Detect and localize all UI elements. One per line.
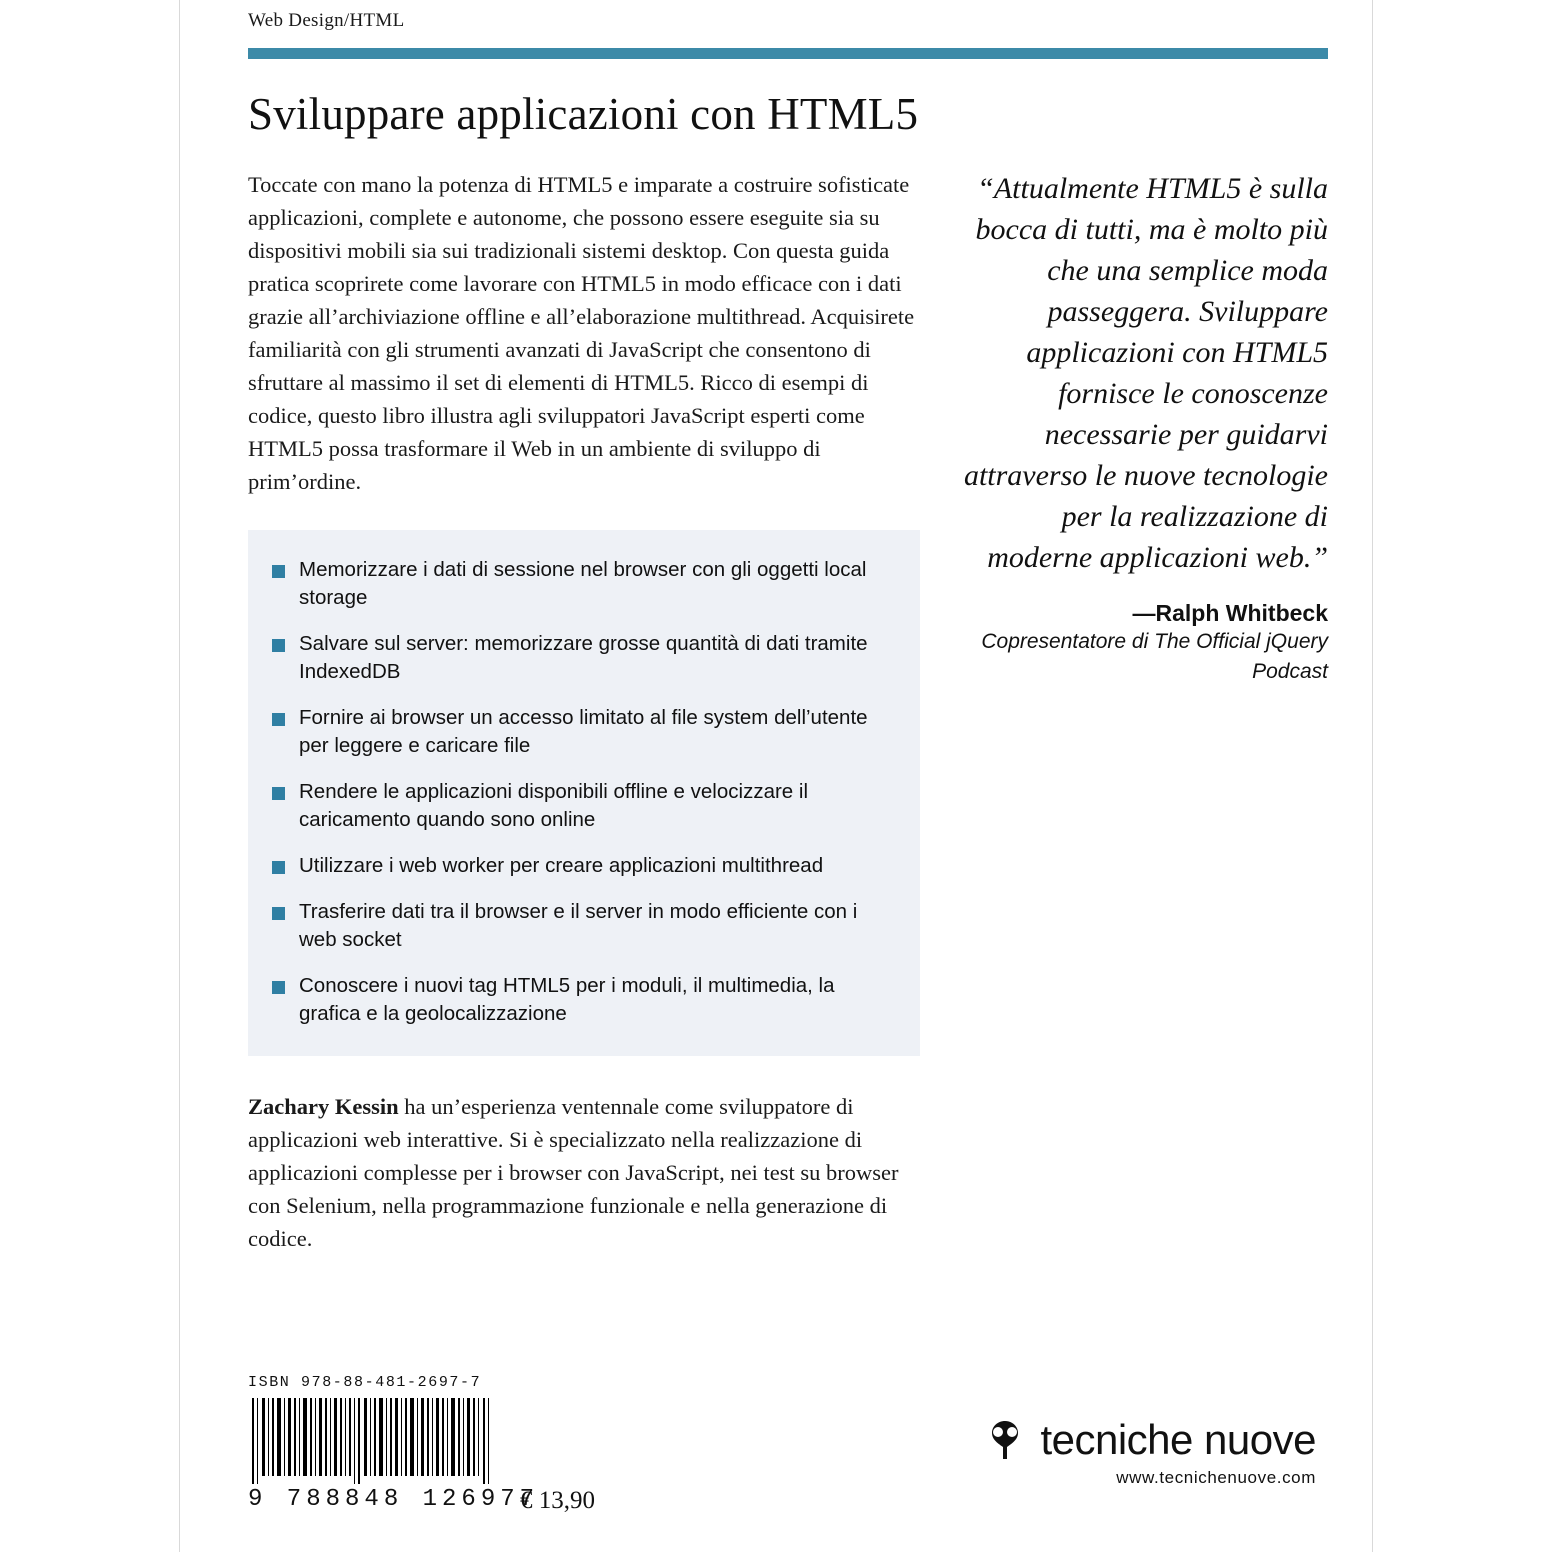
list-item-label: Conoscere i nuovi tag HTML5 per i moduli, il multimedia, la grafica e la geolocalizzazione (299, 974, 835, 1025)
square-bullet-icon (272, 981, 285, 994)
list-item-label: Rendere le applicazioni disponibili offline e velocizzare il caricamento quando sono online (299, 780, 808, 831)
square-bullet-icon (272, 861, 285, 874)
publisher-logo (982, 1416, 1316, 1488)
barcode-block (248, 1398, 540, 1513)
publisher-mark-svg (982, 1417, 1028, 1463)
list-item-label: Trasferire dati tra il browser e il server in modo efficiente con i web socket (299, 900, 858, 951)
publisher-logo-row (982, 1416, 1316, 1464)
square-bullet-icon (272, 713, 285, 726)
list-item (272, 778, 892, 834)
list-item (272, 898, 892, 954)
list-item (272, 704, 892, 760)
list-item-label: Salvare sul server: memorizzare grosse quantità di dati tramite IndexedDB (299, 632, 868, 683)
square-bullet-icon (272, 907, 285, 920)
list-item-label: Memorizzare i dati di sessione nel browser con gli oggetti local storage (299, 558, 867, 609)
list-item-label: Fornire ai browser un accesso limitato al file system dell’utente per leggere e caricare file (299, 706, 868, 757)
square-bullet-icon (272, 565, 285, 578)
author-bio-name: Zachary Kessin (248, 1094, 399, 1119)
square-bullet-icon (272, 639, 285, 652)
page-title: Sviluppare applicazioni con HTML5 (248, 89, 919, 139)
feature-list (248, 530, 920, 1056)
quote-attribution-name: —Ralph Whitbeck (1132, 600, 1328, 626)
category-label: Web Design/HTML (248, 10, 405, 31)
square-bullet-icon (272, 787, 285, 800)
publisher-mark-icon (982, 1417, 1028, 1463)
barcode-digits: 9 788848 126977 (248, 1486, 540, 1513)
list-item (272, 852, 892, 880)
publisher-name: tecniche nuove (1040, 1416, 1316, 1463)
barcode-image (248, 1398, 498, 1484)
book-cover-sheet (180, 0, 1372, 1552)
publisher-url: www.tecnichenuove.com (1116, 1468, 1316, 1487)
cover-content (248, 0, 1328, 1552)
author-bio-text: ha un’esperienza ventennale come sviluppatore di applicazioni web interattive. Si è specializzato nella realizzazione di applicazioni complesse per i browser con JavaScript, nei test su browser con Selenium, nella programmazione funzionale e nella generazione di codice. (248, 1094, 899, 1251)
left-column (248, 168, 920, 1278)
list-item (272, 630, 892, 686)
list-item (272, 972, 892, 1028)
pull-quote: “Attualmente HTML5 è sulla bocca di tutti, ma è molto più che una semplice moda passeggera. Sviluppare applicazioni con HTML5 fornisce le conoscenze necessarie per guidarvi attraverso le nuove tecnologie per la realizzazione di moderne applicazioni web.” (963, 172, 1328, 574)
accent-rule (248, 48, 1328, 59)
list-item-label: Utilizzare i web worker per creare applicazioni multithread (299, 854, 824, 877)
list-item (272, 556, 892, 612)
right-column (960, 168, 1328, 687)
quote-attribution-role: Copresentatore di The Official jQuery Podcast (981, 630, 1328, 683)
price-label: € 13,90 (520, 1487, 595, 1514)
isbn-label: ISBN 978-88-481-2697-7 (248, 1374, 482, 1391)
author-bio (248, 1090, 920, 1255)
blurb-text: Toccate con mano la potenza di HTML5 e imparate a costruire sofisticate applicazioni, complete e autonome, che possono essere eseguite sia su dispositivi mobili sia sui tradizionali sistemi desktop. Con questa guida pratica scoprirete come lavorare con HTML5 in modo efficace con i dati grazie all’archiviazione offline e all’elaborazione multithread. Acquisirete familiarità con gli strumenti avanzati di JavaScript che consentono di sfruttare al massimo il set di elementi di HTML5. Ricco di esempi di codice, questo libro illustra agli sviluppatori JavaScript esperti come HTML5 possa trasformare il Web in un ambiente di sviluppo di prim’ordine. (248, 172, 915, 494)
